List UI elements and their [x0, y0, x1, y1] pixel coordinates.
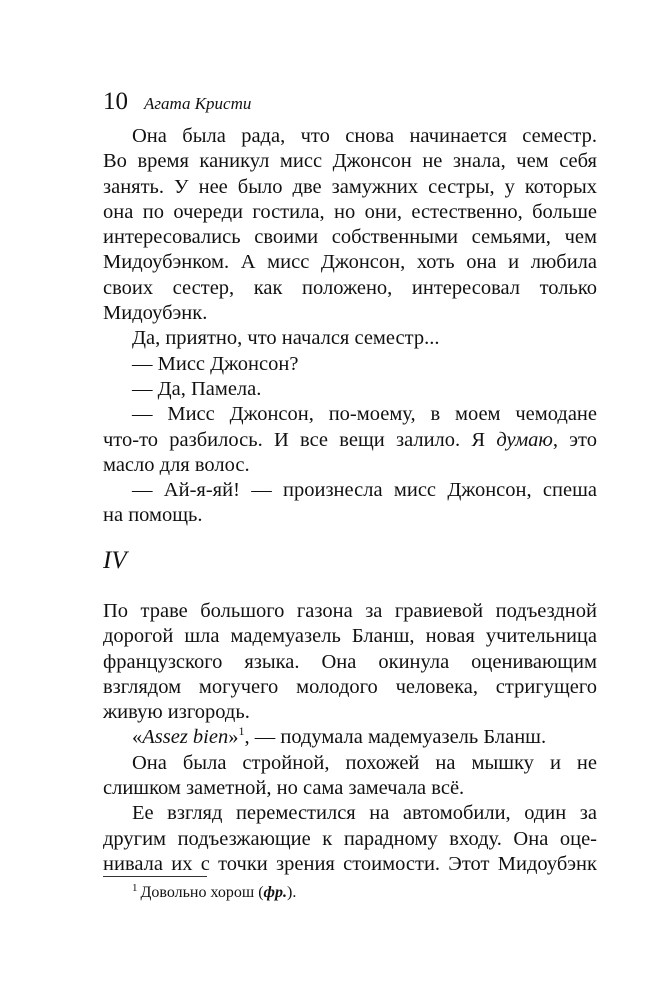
text-line: другим подъезжающие к парадному входу. Она оце- [103, 827, 597, 850]
text-run: что-то разбилось. И все вещи залило. Я [103, 428, 497, 451]
text-line [103, 725, 597, 750]
section-1-text [103, 124, 597, 529]
paragraph [103, 124, 597, 326]
text-line: она по очереди гостила, но они, естественно, больше [103, 200, 597, 223]
footnote-reference[interactable]: 1 [238, 724, 245, 739]
text-line: Ее взгляд переместился на автомобили, один за [132, 802, 597, 825]
dialogue-line [103, 478, 597, 529]
page-number: 10 [103, 88, 128, 115]
page-header [103, 88, 251, 118]
text-line: масло для волос. [103, 453, 250, 476]
paragraph [103, 326, 597, 351]
text-line: По траве большого газона за гравиевой подъездной [103, 600, 597, 622]
italic-text: думаю [496, 428, 553, 451]
footnote [132, 882, 296, 904]
footnote-text: Довольно хорош ( [140, 884, 264, 901]
text-line: — Мисс Джонсон, по-моему, в моем чемодане [132, 403, 597, 426]
footnote-text-end: ). [286, 884, 297, 901]
paragraph [103, 751, 597, 802]
text-run: » [228, 726, 239, 749]
text-line: — Ай-я-яй! — произнесла мисс Джонсон, спеша [132, 479, 597, 502]
dialogue-line [103, 377, 597, 402]
text-line: взглядом могучего молодого человека, стригущего [103, 675, 597, 698]
section-2-text [103, 599, 597, 877]
dialogue-line [103, 352, 597, 377]
text-line: занять. У нее было две замужних сестры, у которых [103, 175, 597, 198]
footnote-divider [103, 876, 207, 877]
running-head: Агата Кристи [144, 94, 252, 113]
text-line: своих сестер, как положено, интересовал только [103, 276, 597, 299]
paragraph [103, 801, 597, 877]
text-run: « [132, 726, 143, 749]
text-line: французского языка. Она окинула оценивающим [103, 650, 597, 673]
text-line: — Мисс Джонсон? [132, 352, 299, 375]
italic-text: Assez bien [142, 726, 229, 749]
chapter-heading: IV [103, 547, 127, 574]
paragraph [103, 599, 597, 725]
text-run: , это [552, 428, 597, 451]
text-line: Во время каникул мисс Джонсон не знала, чем себя [103, 150, 597, 173]
text-line: на помощь. [103, 504, 203, 527]
text-line: живую изгородь. [103, 701, 250, 724]
text-run: , — подумала мадемуазель Бланш. [244, 726, 547, 749]
footnote-language-abbr: фр. [263, 884, 287, 901]
dialogue-line [103, 402, 597, 478]
text-line: — Да, Памела. [132, 377, 262, 400]
text-line: Мидоубэнком. А мисс Джонсон, хоть она и любила [103, 251, 597, 274]
text-line: нивала их с точки зрения стоимости. Этот Мидоубэнк [103, 852, 597, 875]
text-line [103, 428, 597, 453]
text-line: слишком заметной, но сама замечала всё. [103, 777, 465, 800]
text-line: Да, приятно, что начался семестр... [132, 327, 440, 350]
paragraph [103, 725, 597, 750]
text-line: Мидоубэнк. [103, 302, 208, 325]
text-line: дорогой шла мадемуазель Бланш, новая учительница [103, 625, 597, 648]
text-line: интересовались своими собственными семьями, чем [103, 226, 597, 249]
text-line: Она была стройной, похожей на мышку и не [132, 751, 597, 774]
footnote-mark: 1 [132, 881, 138, 894]
text-line: Она была рада, что снова начинается семестр. [132, 125, 597, 147]
